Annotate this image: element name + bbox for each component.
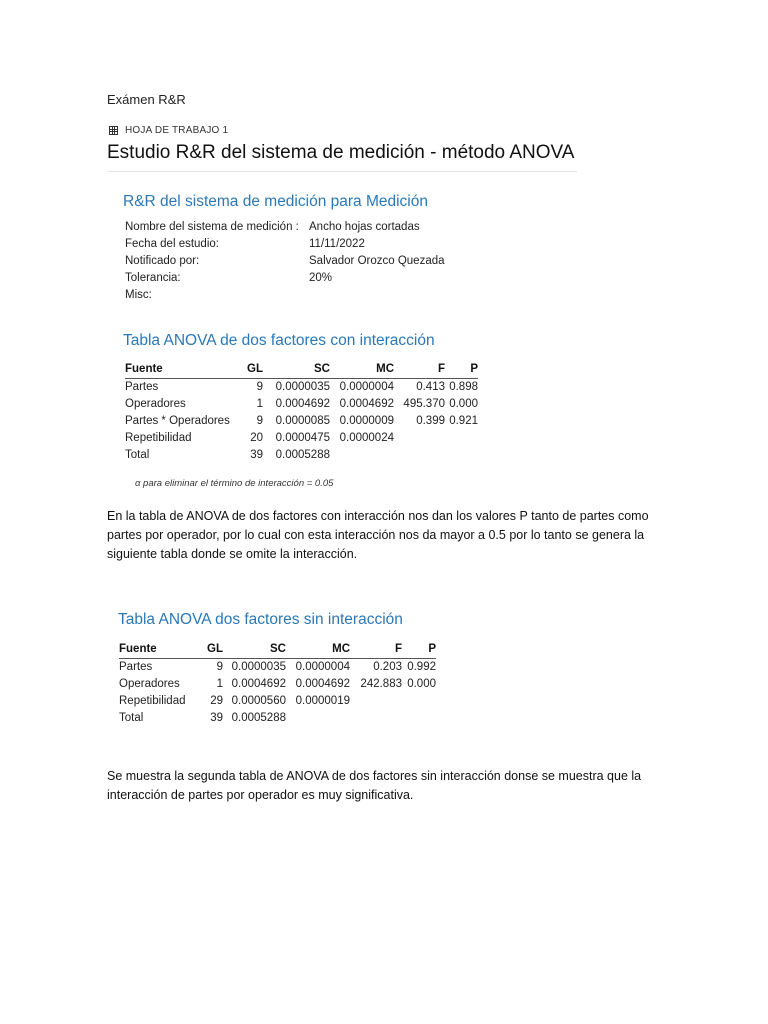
cell: Operadores	[119, 678, 180, 690]
column-header: GL	[235, 361, 263, 379]
cell: 0.0000560	[231, 695, 286, 707]
info-value: Salvador Orozco Quezada	[309, 255, 445, 267]
cell: 0.0005288	[275, 449, 330, 461]
info-row	[125, 270, 445, 287]
cell: Partes	[119, 661, 153, 673]
cell: 0.0004692	[295, 678, 350, 690]
cell	[445, 447, 478, 464]
cell: Repetibilidad	[119, 695, 186, 707]
column-header: F	[394, 361, 445, 379]
anova-interaction-title: Tabla ANOVA de dos factores con interacción	[123, 332, 435, 349]
cell	[394, 430, 445, 447]
cell: Total	[119, 712, 144, 724]
worksheet-label	[109, 125, 228, 136]
column-header: Fuente	[125, 361, 235, 379]
info-label: Tolerancia:	[125, 272, 181, 284]
table-row	[119, 659, 436, 677]
info-row	[125, 219, 445, 236]
info-label: Misc:	[125, 289, 152, 301]
cell: 0.0000475	[275, 432, 330, 444]
cell: Operadores	[125, 398, 186, 410]
cell	[330, 447, 394, 464]
cell: 495.370	[403, 398, 445, 410]
cell: 0.921	[449, 415, 478, 427]
cell: 9	[216, 661, 223, 673]
cell: 39	[210, 712, 223, 724]
cell: 0.0000004	[339, 381, 394, 393]
worksheet-label-text: HOJA DE TRABAJO 1	[125, 125, 229, 136]
cell: 0.898	[449, 381, 478, 393]
cell: 1	[256, 398, 263, 410]
table-row	[125, 396, 478, 413]
cell: 0.413	[416, 381, 445, 393]
cell: 0.0004692	[275, 398, 330, 410]
cell	[445, 430, 478, 447]
cell: 0.000	[449, 398, 478, 410]
cell: 1	[216, 678, 223, 690]
alpha-note: α para eliminar el término de interacción = 0.05	[135, 478, 334, 489]
study-title: Estudio R&R del sistema de medición - método ANOVA	[107, 142, 575, 163]
cell	[394, 447, 445, 464]
cell: 0.0000085	[275, 415, 330, 427]
table-row	[125, 379, 478, 397]
cell: 0.399	[416, 415, 445, 427]
cell: 0.992	[407, 661, 436, 673]
info-value: 20%	[309, 272, 333, 284]
column-header: MC	[286, 641, 350, 659]
anova-interaction-table	[125, 361, 478, 464]
cell: Partes * Operadores	[125, 415, 230, 427]
cell: 242.883	[360, 678, 402, 690]
cell: Partes	[125, 381, 159, 393]
cell: 29	[210, 695, 223, 707]
cell	[350, 693, 402, 710]
grid-icon	[109, 126, 118, 135]
cell: 0.0000035	[275, 381, 330, 393]
column-header: MC	[330, 361, 394, 379]
column-header: P	[402, 641, 436, 659]
cell: 0.000	[407, 678, 436, 690]
info-label: Fecha del estudio:	[125, 238, 219, 250]
info-row	[125, 287, 445, 304]
paragraph-interaction: En la tabla de ANOVA de dos factores con interacción nos dan los valores P tanto de partes como partes por operador, por lo cual con esta interacción nos da mayor a 0.5 por lo tanto se genera la siguiente tabla donde se omite la interacción.	[107, 509, 649, 561]
table-header-row	[119, 641, 436, 659]
column-header: P	[445, 361, 478, 379]
cell: 0.0004692	[339, 398, 394, 410]
info-row	[125, 253, 445, 270]
info-row	[125, 236, 445, 253]
cell: 0.0000004	[295, 661, 350, 673]
info-label: Notificado por:	[125, 255, 200, 267]
table-row	[125, 413, 478, 430]
cell	[402, 710, 436, 727]
cell	[350, 710, 402, 727]
cell: Repetibilidad	[125, 432, 192, 444]
column-header: SC	[263, 361, 330, 379]
table-row	[119, 693, 436, 710]
document-title: Exámen R&R	[107, 92, 186, 107]
cell: 0.0000019	[295, 695, 350, 707]
cell	[286, 710, 350, 727]
cell: 0.203	[373, 661, 402, 673]
cell: 9	[256, 415, 263, 427]
title-divider	[107, 171, 577, 172]
cell	[402, 693, 436, 710]
table-row	[125, 430, 478, 447]
table-header-row	[125, 361, 478, 379]
cell: 9	[256, 381, 263, 393]
info-value: Ancho hojas cortadas	[309, 221, 420, 233]
cell: 39	[250, 449, 263, 461]
column-header: GL	[195, 641, 223, 659]
cell: 20	[250, 432, 263, 444]
anova-no-interaction-table	[119, 641, 436, 727]
cell: 0.0005288	[231, 712, 286, 724]
info-label: Nombre del sistema de medición :	[125, 221, 299, 233]
table-row	[119, 676, 436, 693]
table-row	[125, 447, 478, 464]
info-value: 11/11/2022	[309, 238, 365, 250]
rr-section-title: R&R del sistema de medición para Medición	[123, 193, 428, 210]
cell: 0.0000024	[339, 432, 394, 444]
cell: Total	[125, 449, 150, 461]
paragraph-no-interaction: Se muestra la segunda tabla de ANOVA de dos factores sin interacción donse se muestra que la interacción de partes por operador es muy significativa.	[107, 769, 642, 802]
cell: 0.0000035	[231, 661, 286, 673]
column-header: SC	[223, 641, 286, 659]
column-header: F	[350, 641, 402, 659]
cell: 0.0004692	[231, 678, 286, 690]
anova-no-interaction-title: Tabla ANOVA dos factores sin interacción	[118, 611, 403, 628]
cell: 0.0000009	[339, 415, 394, 427]
column-header: Fuente	[119, 641, 195, 659]
study-info	[125, 219, 445, 304]
table-row	[119, 710, 436, 727]
